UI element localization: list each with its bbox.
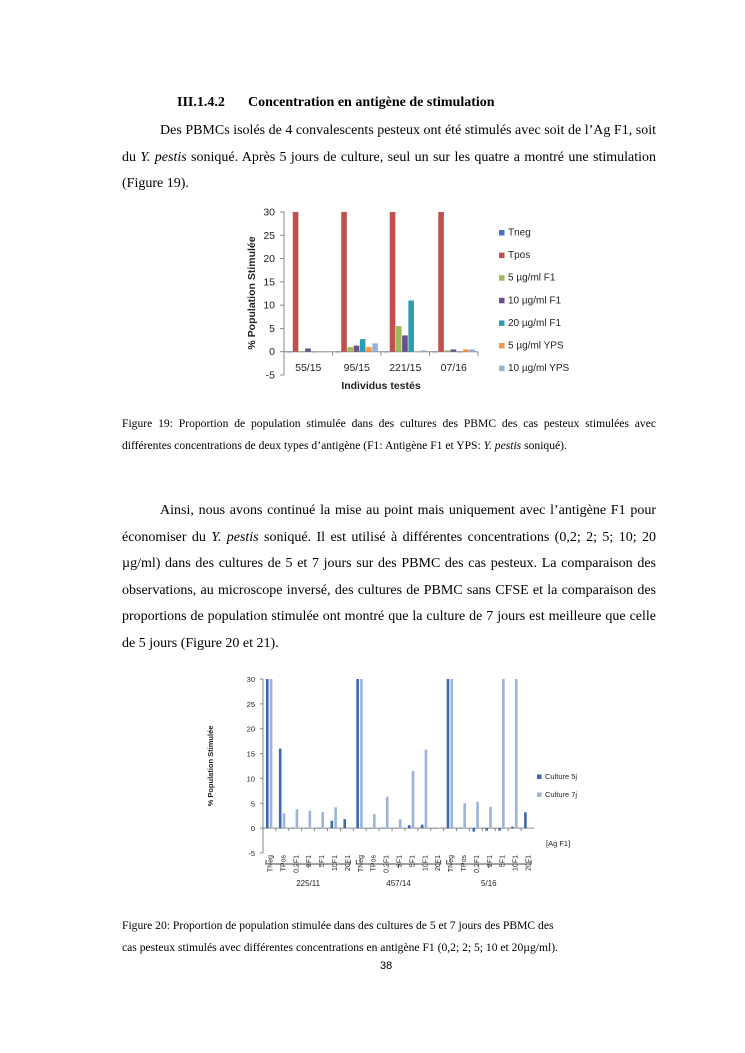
y-tick-label-2: 0 [250, 824, 255, 834]
x-tick-label-2: TPos [280, 855, 288, 872]
bar [311, 352, 317, 353]
y-tick-label-2: 5 [250, 799, 255, 809]
bar [366, 347, 372, 352]
x-tick-label-2: 2F1 [306, 855, 314, 868]
bar [444, 350, 450, 351]
x-axis-label: Individus testés [341, 380, 421, 392]
bar-2 [460, 828, 463, 829]
figure-20-caption [122, 915, 656, 959]
paragraph-1-text-b: soniqué. Après 5 jours de culture, seul un sur les quatre a montré une stimulation (Figure 19). [122, 149, 657, 191]
bar [451, 349, 457, 351]
bar-2 [279, 749, 282, 829]
bar [354, 346, 360, 352]
x-tick-label-2: 20F1 [435, 855, 443, 871]
bar [384, 352, 390, 353]
x-tick-label-2: TNeg [357, 855, 365, 873]
bar-2 [476, 802, 479, 828]
bar [469, 349, 475, 351]
paragraph-1-text-a: Des PBMCs isolés de 4 convalescents pesteux ont été stimulés avec soit de l’Ag F1, soit du [122, 123, 656, 165]
bar-2 [399, 819, 402, 828]
bar-2 [331, 821, 334, 828]
x-tick-label-2: 10F1 [331, 855, 339, 871]
x-tick-label: 55/15 [295, 362, 322, 374]
y-tick-label-2: -5 [248, 849, 255, 858]
bar-2 [498, 828, 501, 830]
legend-swatch [499, 320, 505, 326]
bar [396, 326, 402, 352]
y-tick-label: 10 [263, 299, 275, 312]
y-tick-label: -5 [265, 369, 275, 382]
bar [341, 212, 347, 352]
bar-2 [524, 812, 527, 828]
y-axis-label: % Population Stimulée [246, 236, 258, 350]
y-tick-label: 15 [263, 276, 275, 289]
bar-2 [434, 828, 437, 829]
legend-label-2: Culture 7j [545, 790, 578, 799]
figure-20-caption-line-1: Figure 20: Proportion de population stimulée dans des cultures de 5 et 7 jours des PBMC des [122, 919, 554, 932]
section-number: III.1.4.2 [177, 95, 225, 110]
legend-swatch [499, 343, 505, 349]
bar-2 [485, 828, 488, 830]
legend-label: Tneg [508, 227, 531, 239]
bar-2 [347, 828, 350, 829]
bar-2 [472, 828, 475, 831]
bar-2 [489, 807, 492, 828]
figure-19-caption-species: Y. pestis [483, 439, 522, 452]
legend-label: Tpos [508, 250, 531, 262]
x-tick-label-2: 2F1 [486, 855, 494, 868]
legend-label-2: Culture 5j [545, 772, 578, 781]
bar-2 [502, 679, 505, 828]
legend-label: 20 µg/ml F1 [508, 317, 562, 329]
bar-2 [318, 828, 321, 829]
bar-2 [382, 828, 385, 829]
bar-2 [395, 828, 398, 829]
group-label: 457/14 [386, 879, 411, 888]
species-name: Y. pestis [140, 149, 187, 165]
bar-2 [369, 828, 372, 829]
x-tick-label-2: 5F1 [409, 855, 417, 868]
group-label: 5/16 [481, 879, 497, 888]
x-tick-label: 221/15 [389, 362, 422, 374]
x-tick-label: 07/16 [440, 362, 467, 374]
paragraph-2-text-a: Ainsi, nous avons continué la mise au point mais uniquement avec l’antigène F1 pour économiser du [122, 503, 656, 545]
bar-2 [270, 679, 273, 828]
legend-swatch [499, 366, 505, 372]
bar-2 [425, 750, 428, 829]
bar [318, 352, 324, 353]
figure-20-caption-line-2: cas pesteux stimulés avec différentes concentrations en antigène F1 (0,2; 2; 5; 10 et 20µg/ml). [122, 941, 558, 954]
x-tick-label-2: 0,2F1 [383, 855, 391, 873]
bar-2 [421, 825, 424, 828]
y-tick-label: 25 [263, 229, 275, 242]
bar-2 [463, 803, 466, 828]
bar [299, 352, 305, 353]
y-tick-label-2: 15 [246, 749, 255, 759]
section-title: Concentration en antigène de stimulation [248, 95, 495, 110]
y-tick-label-2: 30 [246, 675, 255, 684]
bar-2 [343, 819, 346, 828]
x-tick-label-2: TPos [461, 855, 469, 872]
bar-2 [356, 679, 359, 828]
bar-2 [266, 679, 269, 828]
bar-2 [283, 813, 286, 828]
y-tick-label: 5 [269, 322, 275, 335]
bar [335, 352, 341, 353]
bar-2 [528, 828, 531, 829]
bar [324, 352, 330, 353]
bar-2 [292, 828, 295, 829]
legend-label: 10 µg/ml F1 [508, 295, 562, 307]
legend-label: 5 µg/ml YPS [508, 340, 564, 352]
bar [360, 339, 366, 352]
bar-2 [305, 828, 308, 829]
legend-swatch [499, 275, 505, 281]
legend-swatch-2 [537, 775, 542, 780]
species-name-2: Y. pestis [211, 529, 259, 545]
bar [287, 352, 293, 353]
y-tick-label-2: 20 [246, 724, 255, 734]
y-axis-label-2: % Population Stimulée [206, 725, 215, 807]
paragraph-2 [122, 498, 656, 657]
group-label: 225/11 [296, 879, 321, 888]
x-tick-label-2: 5F1 [319, 855, 327, 868]
bar [438, 212, 444, 352]
legend-swatch [499, 230, 505, 236]
bar-2 [334, 807, 337, 828]
x-tick-label-2: 10F1 [422, 855, 430, 871]
bar-2 [447, 679, 450, 828]
bar [415, 352, 421, 353]
legend-label: 10 µg/ml YPS [508, 363, 570, 375]
legend-swatch [499, 253, 505, 259]
x-tick-label-2: TNeg [267, 855, 275, 873]
axis-annotation: [Ag F1] [546, 839, 571, 848]
bar-2 [450, 679, 453, 828]
bar [432, 352, 438, 353]
figure-19-caption-text-b: soniqué). [521, 439, 567, 452]
bar-2 [515, 679, 518, 828]
y-tick-label-2: 10 [246, 774, 255, 784]
legend-label: 5 µg/ml F1 [508, 272, 556, 284]
bar [372, 343, 378, 351]
figure-19-caption [122, 413, 656, 457]
y-tick-label: 30 [263, 206, 275, 219]
bar-2 [386, 797, 389, 828]
bar-2 [408, 825, 411, 828]
y-tick-label: 20 [263, 253, 275, 266]
x-tick-label-2: 20F1 [344, 855, 352, 871]
bar-2 [309, 811, 312, 828]
bar-2 [321, 812, 324, 828]
x-tick-label-2: TNeg [448, 855, 456, 873]
x-tick-label-2: 5F1 [499, 855, 507, 868]
figure-19-caption-text-a: Figure 19: Proportion de population stimulée dans des cultures des PBMC des cas pesteux stimulées avec différentes concentrations de deux types d’antigène (F1: Antigène F1 et YPS: [122, 417, 656, 452]
paragraph-2-text-b: soniqué. Il est utilisé à différentes concentrations (0,2; 2; 5; 10; 20 µg/ml) dans des cultures de 5 et 7 jours sur des PBMC des cas pesteux. La comparaison des observations, au microscope inversé, des cultures de PBMC sans CFSE et la comparaison des proportions de population stimulée ont montré que la culture de 7 jours est meilleure que celle de 5 jours (Figure 20 et 21). [122, 529, 657, 651]
x-tick-label-2: 0,2F1 [293, 855, 301, 873]
y-tick-label: 0 [269, 346, 275, 359]
legend-swatch [499, 298, 505, 304]
x-tick-label-2: 10F1 [512, 855, 520, 871]
bar-2 [511, 827, 514, 828]
bar [408, 300, 414, 351]
bar [457, 352, 463, 353]
bar-2 [360, 679, 363, 828]
legend-swatch-2 [537, 793, 542, 798]
bar-2 [373, 814, 376, 828]
bar-2 [412, 771, 415, 828]
bar-2 [438, 828, 441, 829]
bar [305, 348, 311, 351]
x-tick-label: 95/15 [343, 362, 370, 374]
bar [402, 335, 408, 351]
x-tick-label-2: 0,2F1 [473, 855, 481, 873]
bar [421, 350, 427, 351]
x-tick-label-2: 20F1 [525, 855, 533, 871]
bar [463, 349, 469, 351]
x-tick-label-2: TPos [370, 855, 378, 872]
bar [390, 212, 396, 352]
bar [347, 347, 353, 352]
bar [293, 212, 299, 352]
x-tick-label-2: 2F1 [396, 855, 404, 868]
y-tick-label-2: 25 [246, 699, 255, 709]
bar-2 [296, 809, 299, 828]
page-number: 38 [380, 960, 393, 972]
